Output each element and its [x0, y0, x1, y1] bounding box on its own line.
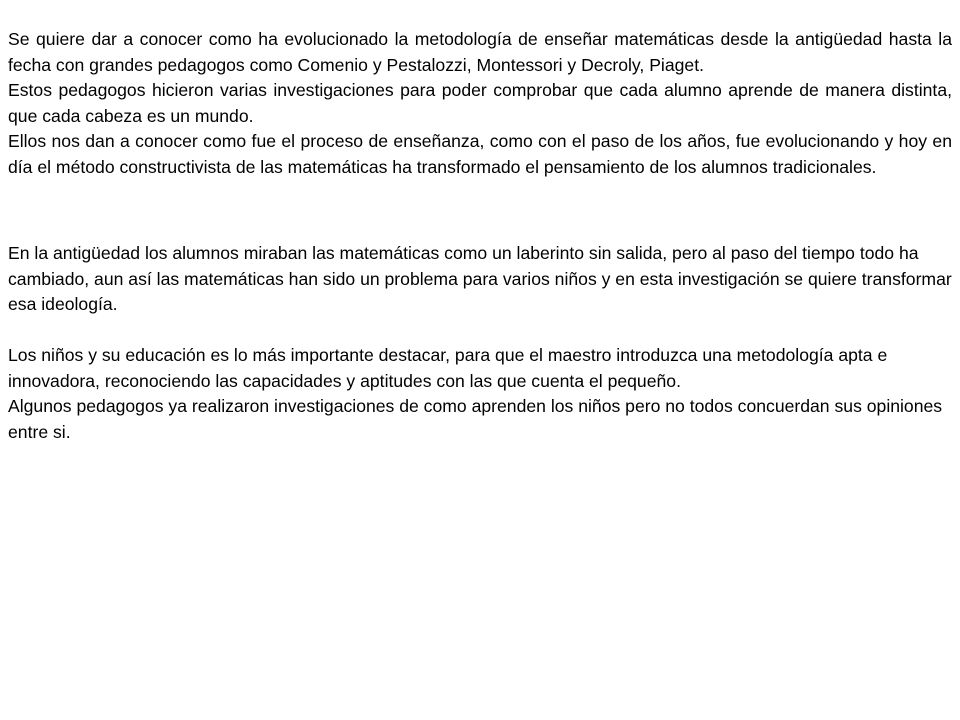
text-block-intro [8, 27, 952, 180]
paragraph-spacer [8, 318, 952, 344]
paragraph-antiquity: En la antigüedad los alumnos miraban las matemáticas como un laberinto sin salida, pero al paso del tiempo todo ha cambiado, aun así las matemáticas han sido un problema para varios niños y en esta investigación se quiere transformar esa ideología. [8, 243, 952, 314]
paragraph-children-education: Los niños y su educación es lo más importante destacar, para que el maestro introduzca una metodología apta e innovadora, reconociendo las capacidades y aptitudes con las que cuenta el pequeño. [8, 345, 888, 391]
text-block-antiquity [8, 241, 952, 445]
paragraph-investigations: Estos pedagogos hicieron varias investigaciones para poder comprobar que cada alumno aprende de manera distinta, que cada cabeza es un mundo. [8, 80, 952, 126]
paragraph-teaching-process: Ellos nos dan a conocer como fue el proceso de enseñanza, como con el paso de los años, fue evolucionando y hoy en día el método constructivista de las matemáticas ha transformado el pensamiento de los alumnos tradicionales. [8, 131, 952, 177]
paragraph-evolution: Se quiere dar a conocer como ha evolucionado la metodología de enseñar matemáticas desde la antigüedad hasta la fecha con grandes pedagogos como Comenio y Pestalozzi, Montessori y Decroly, Piaget. [8, 29, 952, 75]
paragraph-pedagogues: Algunos pedagogos ya realizaron investigaciones de como aprenden los niños pero no todos concuerdan sus opiniones entre si. [8, 396, 943, 442]
